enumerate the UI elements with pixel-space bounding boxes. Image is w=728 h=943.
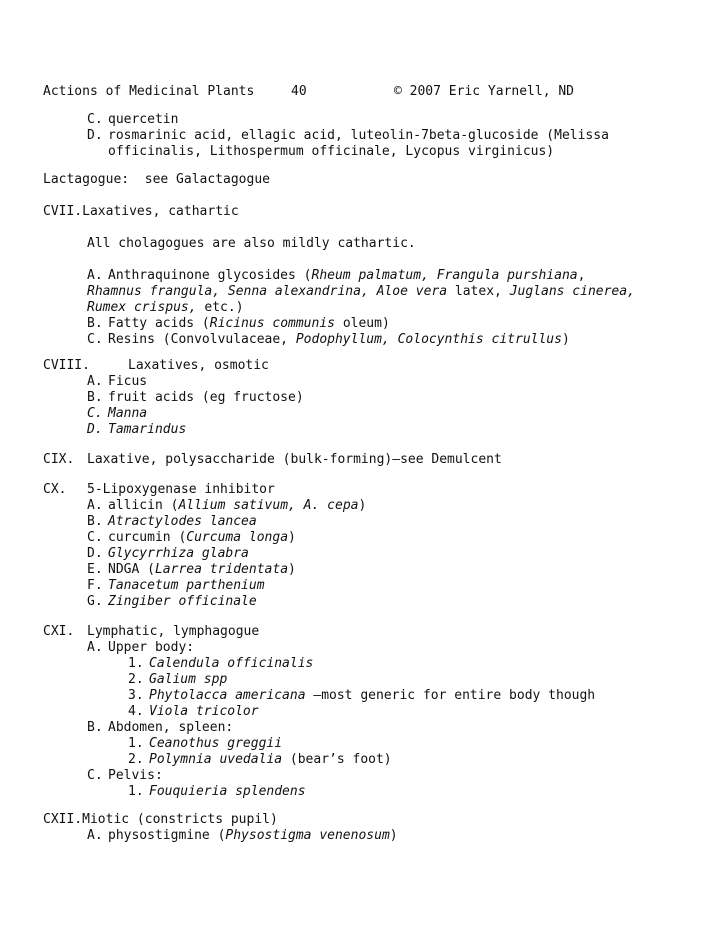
- header-copyright: © 2007 Eric Yarnell, ND: [394, 84, 575, 99]
- list-item: C. Manna: [87, 406, 148, 421]
- list-item: B. Atractylodes lancea: [87, 514, 257, 529]
- sub-list-item: 2. Galium spp: [128, 672, 228, 687]
- header-title: Actions of Medicinal Plants: [43, 84, 255, 99]
- list-item-continuation: Rhamnus frangula, Senna alexandrina, Aloe vera latex, Juglans cinerea,: [87, 284, 635, 299]
- list-item: D. Tamarindus: [87, 422, 187, 437]
- sub-list-item: 2. Polymnia uvedalia (bear’s foot): [128, 752, 392, 767]
- page-number: 40: [291, 84, 307, 99]
- list-item: A. physostigmine (Physostigma venenosum): [87, 828, 398, 843]
- sub-list-item: 1. Fouquieria splendens: [128, 784, 306, 799]
- entry-lactagogue: Lactagogue: see Galactagogue: [43, 172, 270, 187]
- list-item: B. Abdomen, spleen:: [87, 720, 234, 735]
- list-item: A. Anthraquinone glycosides (Rheum palmatum, Frangula purshiana,: [87, 268, 586, 283]
- section-note: All cholagogues are also mildly cathartic.: [87, 236, 416, 251]
- list-item: D. rosmarinic acid, ellagic acid, luteolin-7beta-glucoside (Melissa: [87, 128, 609, 143]
- section-heading: CXI. Lymphatic, lymphagogue: [43, 624, 260, 639]
- list-item: C. Pelvis:: [87, 768, 163, 783]
- list-item: F. Tanacetum parthenium: [87, 578, 265, 593]
- section-heading: CVII.Laxatives, cathartic: [43, 204, 239, 219]
- list-item: B. Fatty acids (Ricinus communis oleum): [87, 316, 390, 331]
- section-heading: CIX. Laxative, polysaccharide (bulk-forming)—see Demulcent: [43, 452, 502, 467]
- list-item: C. curcumin (Curcuma longa): [87, 530, 296, 545]
- sub-list-item: 4. Viola tricolor: [128, 704, 259, 719]
- sub-list-item: 1. Ceanothus greggii: [128, 736, 283, 751]
- list-item: C. quercetin: [87, 112, 179, 127]
- list-item: E. NDGA (Larrea tridentata): [87, 562, 296, 577]
- list-item-continuation: officinalis, Lithospermum officinale, Lycopus virginicus): [108, 144, 555, 159]
- list-item: A. Ficus: [87, 374, 148, 389]
- list-item: A. Upper body:: [87, 640, 195, 655]
- section-heading: CXII.Miotic (constricts pupil): [43, 812, 278, 827]
- list-item: A. allicin (Allium sativum, A. cepa): [87, 498, 367, 513]
- section-heading: CX. 5-Lipoxygenase inhibitor: [43, 482, 275, 497]
- list-item: G. Zingiber officinale: [87, 594, 257, 609]
- list-item: C. Resins (Convolvulaceae, Podophyllum, Colocynthis citrullus): [87, 332, 570, 347]
- sub-list-item: 3. Phytolacca americana —most generic for entire body though: [128, 688, 596, 703]
- sub-list-item: 1. Calendula officinalis: [128, 656, 314, 671]
- list-item: D. Glycyrrhiza glabra: [87, 546, 249, 561]
- list-item: B. fruit acids (eg fructose): [87, 390, 304, 405]
- section-heading: CVIII. Laxatives, osmotic: [43, 358, 269, 373]
- list-item-continuation: Rumex crispus, etc.): [87, 300, 244, 315]
